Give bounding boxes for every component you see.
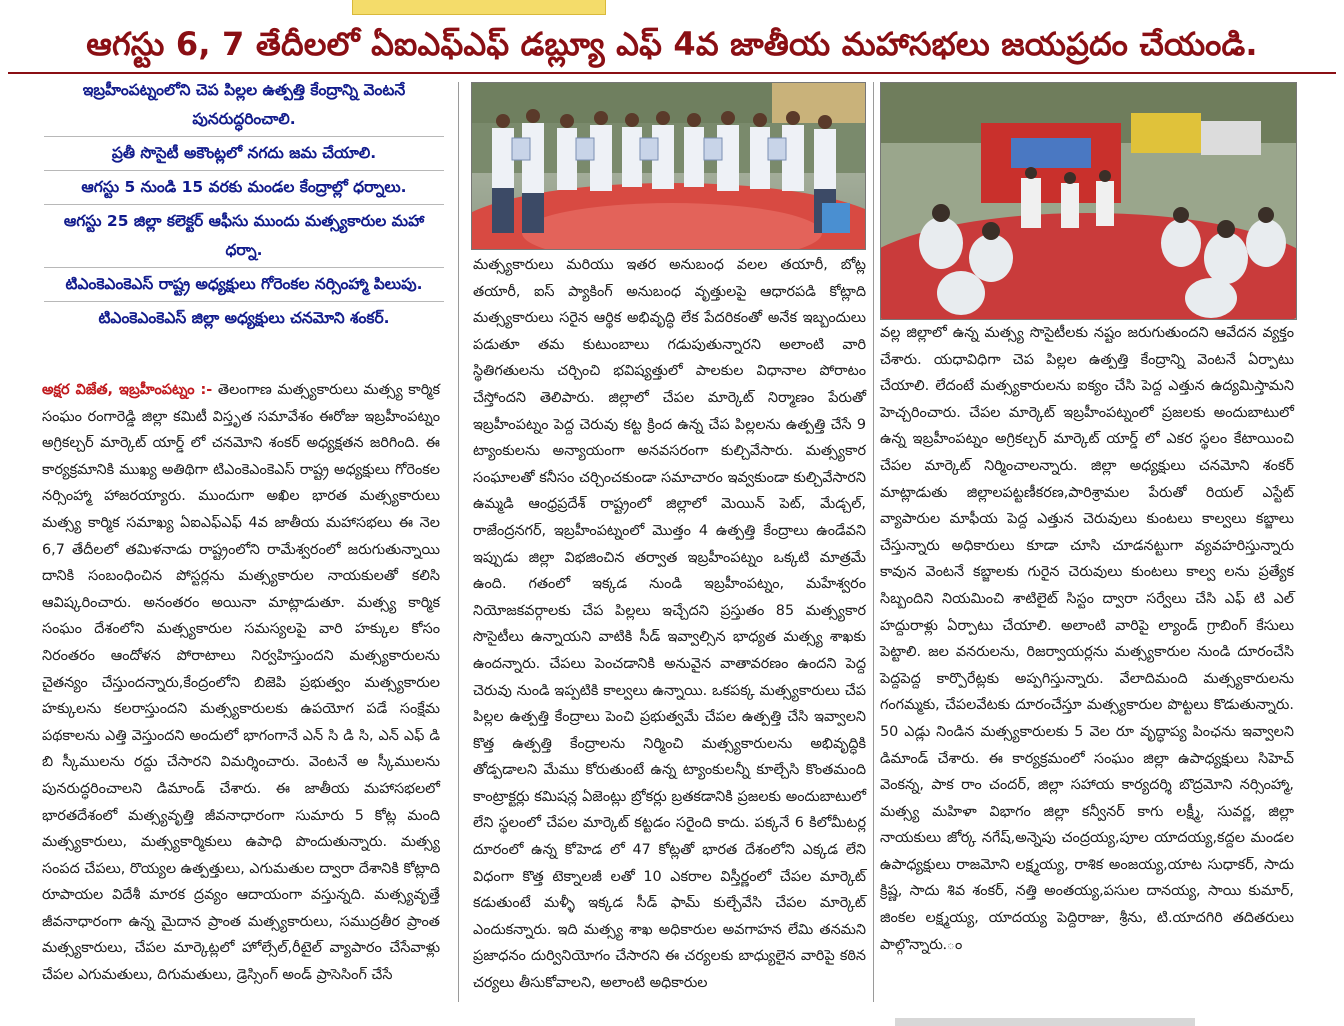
- key-point: ఆగస్టు 25 జిల్లా కలెక్టర్ ఆఫీసు ముందు మత్స్యకారుల మహా ధర్నా.: [44, 205, 444, 268]
- article-text: తెలంగాణ మత్స్యకారులు మత్స్య కార్మిక సంఘం రంగారెడ్డి జిల్లా కమిటీ విస్తృత సమావేశం ఈరోజు ఇబ్రహీంపట్నం అగ్రికల్చర్ మార్కెట్ యార్డ్ లో చనమోని శంకర్ అధ్యక్షతన జరిగింది. ఈ కార్యక్రమానికి ముఖ్య అతిథిగా టిఎంకెఎంకెఎస్ రాష్ట్ర అధ్యక్షులు గోరెంకల నర్సింహ్మా హాజరయ్యారు. ముందుగా అఖిల భారత మత్స్యకారులు మత్స్య కార్మిక సమాఖ్య ఏఐఎఫ్ఎఫ్ 4వ జాతీయ మహాసభలు ఈ నెల 6,7 తేదీలలో తమిళనాడు రాష్ట్రంలోని రామేశ్వరంలో జరుగుతున్నాయి దానికి సంబంధించిన పోస్టర్లను మత్స్యకారుల నాయకులతో కలిసి ఆవిష్కరించారు. అనంతరం అయినా మాట్లాడుతూ. మత్స్య కార్మిక సంఘం దేశంలోని మత్స్యకారుల సమస్యలపై వారి హక్కుల కోసం నిరంతరం ఆందోళన పోరాటాలు నిర్వహిస్తుందని మత్స్యకారులను చైతన్యం చేస్తుందన్నారు,కేంద్రంలోని బిజెపి ప్రభుత్వం మత్స్యకారుల హక్కులను కలరాస్తుందని మత్స్యకారులకు ఉపయోగ పడే సంక్షేమ పథకాలను ఎత్తి వెస్తుందని అందులో భాగంగానే ఎన్ సి డి సి, ఎన్ ఎఫ్ డి బి స్కీములను రద్దు చేసారని విమర్శించారు. వెంటనే అ స్కీములను పునరుద్ధరించాలని డిమాండ్ చేశారు. ఈ జాతీయ మహాసభలలో భారతదేశంలో మత్స్యవృత్తి జీవనాధారంగా సుమారు 5 కోట్ల మంది మత్స్యకారులు, మత్స్యకార్మికులు ఉపాధి పొందుతున్నారు. మత్స్య సంపద చేపలు, రొయ్యల ఉత్పత్తులు, ఎగుమతుల ద్వారా దేశానికి కోట్లాది రూపాయల విదేశీ మారక ద్రవ్యం ఆదాయంగా వస్తున్నది. మత్స్యవృత్తే జీవనాధారంగా ఉన్న మైదాన ప్రాంత మత్స్యకారులు, సముద్రతీర ప్రాంత మత్స్యకారులు, చేపల మార్కెట్లలో హోల్సేల్,రీటైల్ వ్యాపారం చేసేవాళ్లు చేపల ఎగుమతులు, దిగుమతులు, డ్రెస్సింగ్ అండ్ ప్రాసెసింగ్ చేసే: [42, 382, 440, 984]
- photo-illustration: [472, 83, 865, 249]
- key-points: [44, 74, 444, 335]
- next-article-strip: [895, 1018, 1195, 1026]
- key-point: ప్రతీ సొసైటీ అకౌంట్లలో నగదు జమ చేయాలి.: [44, 137, 444, 171]
- article-text: వల్ల జిల్లాలో ఉన్న మత్స్య సొసైటీలకు నష్టం జరుగుతుందని ఆవేదన వ్యక్తం చేశారు. యధావిధిగా చెప పిల్లల ఉత్పత్తి కేంద్రాన్ని వెంటనే ఏర్పాటు చేయాలి. లేదంటే మత్స్యకారులను ఐక్యం చేసి పెద్ద ఎత్తున ఉద్యమిస్తామని హెచ్చరించారు. చేపల మార్కెట్ ఇబ్రహీంపట్నంలో ప్రజలకు అందుబాటులో ఉన్న ఇబ్రహీంపట్నం అగ్రికల్చర్ మార్కెట్ యార్డ్ లో ఎకర స్థలం కేటాయించి చేపల మార్కెట్ నిర్మించాలన్నారు. జిల్లా అధ్యక్షులు చనమోని శంకర్ మాట్లాడుతు జిల్లాలపట్టణీకరణ,పారిశ్రామల పేరుతో రియల్ ఎస్టేట్ వ్యాపారుల మాఫీయ పెద్ద ఎత్తున చెరువులు కుంటలు కాల్వలు కబ్జాలు చేస్తున్నారు అధికారులు కూడా చూసి చూడనట్టుగా వ్యవహరిస్తున్నారు కావున వెంటనే కబ్జాలకు గురైన చెరువులు కుంటలు కాల్వ లను ప్రత్యేక సిబ్బందిని నియమించి శాటిలైట్ సిస్టం ద్వారా సర్వేలు చేసి ఎఫ్ టి ఎల్ హద్దురాళ్లు ఏర్పాటు చేయాలి. అలాంటి వారిపై ల్యాండ్ గ్రాబింగ్ కేసులు పెట్టాలి. జల వనరులను, రిజర్వాయర్లను మత్స్యకారుల నుండి దూరంచేసి పెద్దపెద్ద కార్పొరేట్లకు అప్పగిస్తున్నారు. వేలాదిమంది మత్స్యకారులను గంగమ్మకు, చేపలవేటకు దూరంచేస్తూ మత్స్యకారుల పొట్టలు కొడుతున్నారు. 50 ఎడ్లు నిండిన మత్స్యకారులకు 5 వెల రూ వృద్ధాప్య పింఛను ఇవ్వాలని డిమాండ్ చేశారు. ఈ కార్యక్రమంలో సంఘం జిల్లా ఉపాధ్యక్షులు సిహెచ్ వెంకన్న, పాక రాం చందర్, జిల్లా సహాయ కార్యదర్శి బొద్రమోని నర్సింహ్మా, మత్స్య మహిళా విభాగం జిల్లా కన్వీనర్ కాగు లక్ష్మీ, సువర్ణ, జిల్లా నాయకులు జోర్క నగేష్,అన్నెపు చంద్రయ్య,పూల యాదయ్య,కద్దల మండల ఉపాధ్యక్షులు రాజమోని లక్ష్మయ్య, రాశిక అంజయ్య,యాట సుధాకర్, సాదు క్రిష్ణ, సాదు శివ శంకర్, నత్తి అంతయ్య,పసుల దానయ్య, సాయి కుమార్, జింకల లక్ష్మయ్య, యాదయ్య పెద్దిరాజు, శ్రీను, టి.యాదగిరి తదితరులు పాల్గొన్నారు.ం: [880, 325, 1294, 953]
- article-text: మత్స్యకారులు మరియు ఇతర అనుబంధ వలల తయారీ, బోట్ల తయారీ, ఐస్ ప్యాకింగ్ అనుబంధ వృత్తులపై ఆధారపడి కోట్లాది మత్స్యకారులు సరైన ఆర్థిక అభివృద్ధి లేక పేదరికంతో అనేక ఇబ్బందులు పడుతూ తమ కుటుంబాలు గడుపుతున్నారని అలాంటి వారి స్థితిగతులను చర్చించి భవిష్యత్తులో పాలకుల విధానాల పోరాటం చేస్తోందని తెలిపారు. జిల్లాలో చేపల మార్కెట్ నిర్మాణం పేరుతో ఇబ్రహీంపట్నం పెద్ద చెరువు కట్ట క్రింద ఉన్న చేప పిల్లలను ఉత్పత్తి చేసే 9 ట్యాంకులను అన్యాయంగా అనవసరంగా కుల్చివేసారు. మత్స్యకార సంఘాలతో కనీసం చర్చించకుండా సమాచారం ఇవ్వకుండా కుల్చివేసారని ఉమ్మడి ఆంధ్రప్రదేశ్ రాష్ట్రంలో జిల్లాలో మెయిన్ పెట్, మేడ్చల్, రాజేంద్రనగర్, ఇబ్రహీంపట్నంలో మొత్తం 4 ఉత్పత్తి కేంద్రాలు ఉండేవని ఇప్పుడు జిల్లా విభజించిన తర్వాత ఇబ్రహీంపట్నం ఒక్కటి మాత్రమే ఉంది. గతంలో ఇక్కడ నుండి ఇబ్రహీంపట్నం, మహేశ్వరం నియోజకవర్గాలకు చేప పిల్లలు ఇచ్చేదని ప్రస్తుతం 85 మత్స్యకార సొసైటీలు ఉన్నాయని వాటికి సీడ్ ఇవ్వాల్సిన భాధ్యత మత్స్య శాఖకు ఉందన్నారు. చేపలు పెంచడానికి అనువైన వాతావరణం ఉందని పెద్ద చెరువు నుండి ఇప్పటికి కాల్వలు ఉన్నాయి. ఒకపక్క మత్స్యకారులు చేప పిల్లల ఉత్పత్తి కేంద్రాలు పెంచి ప్రభుత్వమే చేపల ఉత్పత్తి చేసి ఇవ్వాలని కొత్త ఉత్పత్తి కేంద్రాలను నిర్మించి మత్స్యకారులను అభివృద్ధికి తోడ్పడాలని మేము కోరుతుంటే ఉన్న ట్యాంకులన్నీ కూల్చేసి కొంతమంది కాంట్రాక్టర్లు కమిషన్ల ఏజెంట్లు బ్రోకర్లు బ్రతకడానికి ప్రజలకు అందుబాటులో లేని స్థలంలో చేపల మార్కెట్ కట్టడం సరైంది కాదు. పక్కనే 6 కిలోమీటర్ల దూరంలో ఉన్న కోహెడ లో 47 కోట్లతో భారత దేశంలోని ఎక్కడ లేని విధంగా కొత్త టెక్నాలజీ లతో 10 ఎకరాల విస్తీర్ణంలో చేపల మార్కెట్ కడుతుంటే మళ్ళీ ఇక్కడ సీడ్ ఫామ్ కుల్చేవేసి చేపల మార్కెట్ ఎందుకన్నారు. ఇది మత్స్య శాఖ అధికారుల అవగాహన లేమి తనమని ప్రజాధనం దుర్వినియోగం చేసారని ఈ చర్యలకు బాధ్యులైన వారిపై కఠిన చర్యలు తీసుకోవాలని, అలాంటి అధికారుల: [473, 257, 866, 992]
- byline: అక్షర విజేత, ఇబ్రహీంపట్నం :-: [42, 382, 213, 398]
- headline: ఆగస్టు 6, 7 తేదీలలో ఏఐఎఫ్ఎఫ్ డబ్ల్యూ ఎఫ్ 4వ జాతీయ మహాసభలు జయప్రదం చేయండి.: [86, 25, 1258, 63]
- news-photo-poster-release: [471, 82, 866, 250]
- article-column-1: [42, 377, 440, 989]
- news-photo-meeting: [880, 82, 1297, 320]
- key-point: టిఎంకెఎంకెఎస్ జిల్లా అధ్యక్షులు చనమోని శంకర్.: [98, 309, 390, 327]
- column-divider: [458, 82, 459, 1002]
- masthead-strip: [352, 0, 606, 15]
- photo-illustration: [881, 83, 1296, 319]
- article-column-3: [880, 320, 1294, 958]
- key-point: టిఎంకెఎంకెఎస్ రాష్ట్ర అధ్యక్షులు గోరెంకల నర్సింహ్మా పిలుపు.: [44, 268, 444, 302]
- article-column-2: [473, 252, 866, 997]
- column-divider: [873, 82, 874, 1002]
- key-point: ఇబ్రహీంపట్నంలోని చెప పిల్లల ఉత్పత్తి కేంద్రాన్ని వెంటనే పునరుద్ధరించాలి.: [44, 74, 444, 137]
- key-point: ఆగస్టు 5 నుండి 15 వరకు మండల కేంద్రాల్లో ధర్నాలు.: [44, 171, 444, 205]
